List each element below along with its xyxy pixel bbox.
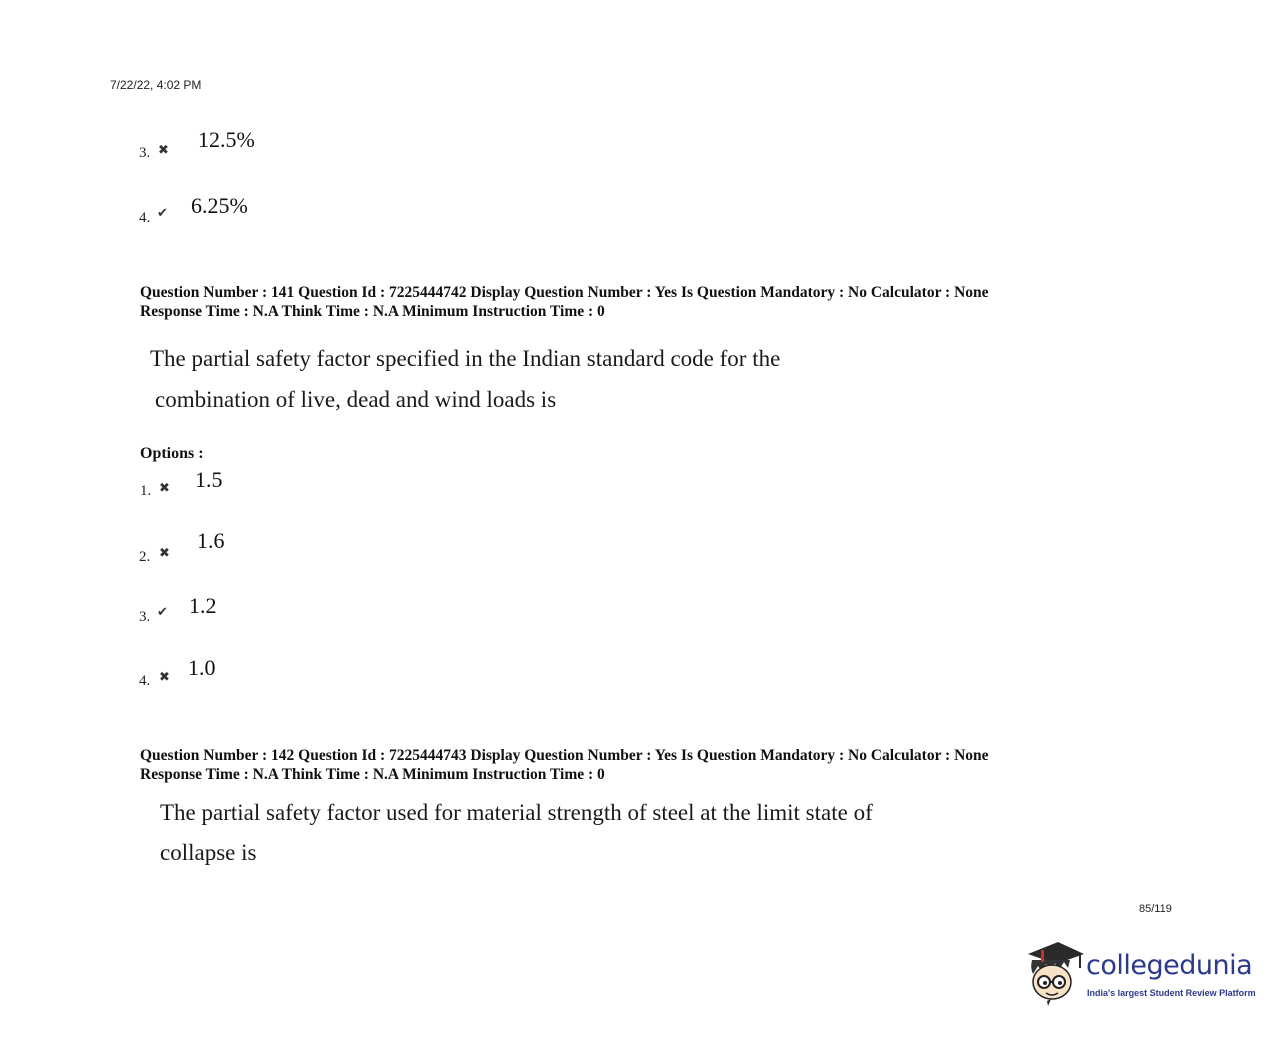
cross-icon: ✖ <box>158 143 169 158</box>
option-value: 1.2 <box>189 593 217 618</box>
option-number: 4. <box>139 210 151 226</box>
check-icon: ✔ <box>157 605 168 620</box>
option-number: 2. <box>139 549 151 565</box>
question-meta-line2: Response Time : N.A Think Time : N.A Minimum Instruction Time : 0 <box>140 303 605 320</box>
question-meta <box>140 746 989 784</box>
question-text-line2: combination of live, dead and wind loads is <box>155 387 557 412</box>
cross-icon: ✖ <box>159 670 170 685</box>
option-value: 1.0 <box>188 655 216 680</box>
question-meta-line1: Question Number : 142 Question Id : 7225444743 Display Question Number : Yes Is Question Mandatory : No Calculator : None <box>140 747 989 764</box>
mascot-logo-icon <box>1024 938 1086 1008</box>
cross-icon: ✖ <box>159 481 170 496</box>
option-number: 3. <box>139 609 151 625</box>
question-meta-line2: Response Time : N.A Think Time : N.A Minimum Instruction Time : 0 <box>140 766 605 783</box>
option-number: 3. <box>139 145 151 161</box>
option-value: 12.5% <box>198 127 255 152</box>
page-number: 85/119 <box>1139 903 1172 915</box>
print-timestamp: 7/22/22, 4:02 PM <box>110 78 202 92</box>
brand-name: collegedunia <box>1086 950 1253 981</box>
option-value: 1.6 <box>197 528 225 553</box>
question-meta-line1: Question Number : 141 Question Id : 7225444742 Display Question Number : Yes Is Question Mandatory : No Calculator : None <box>140 284 989 301</box>
option-number: 4. <box>139 673 151 689</box>
question-meta <box>140 283 989 321</box>
brand-tagline: India's largest Student Review Platform <box>1087 988 1256 998</box>
options-label: Options : <box>140 445 204 462</box>
check-icon: ✔ <box>157 206 168 221</box>
option-value: 6.25% <box>191 193 248 218</box>
question-text-line1: The partial safety factor used for material strength of steel at the limit state of <box>160 800 873 825</box>
option-value: 1.5 <box>195 467 223 492</box>
cross-icon: ✖ <box>159 546 170 561</box>
question-text-line1: The partial safety factor specified in the Indian standard code for the <box>150 346 781 371</box>
option-number: 1. <box>140 483 152 499</box>
question-text-line2: collapse is <box>160 840 257 865</box>
